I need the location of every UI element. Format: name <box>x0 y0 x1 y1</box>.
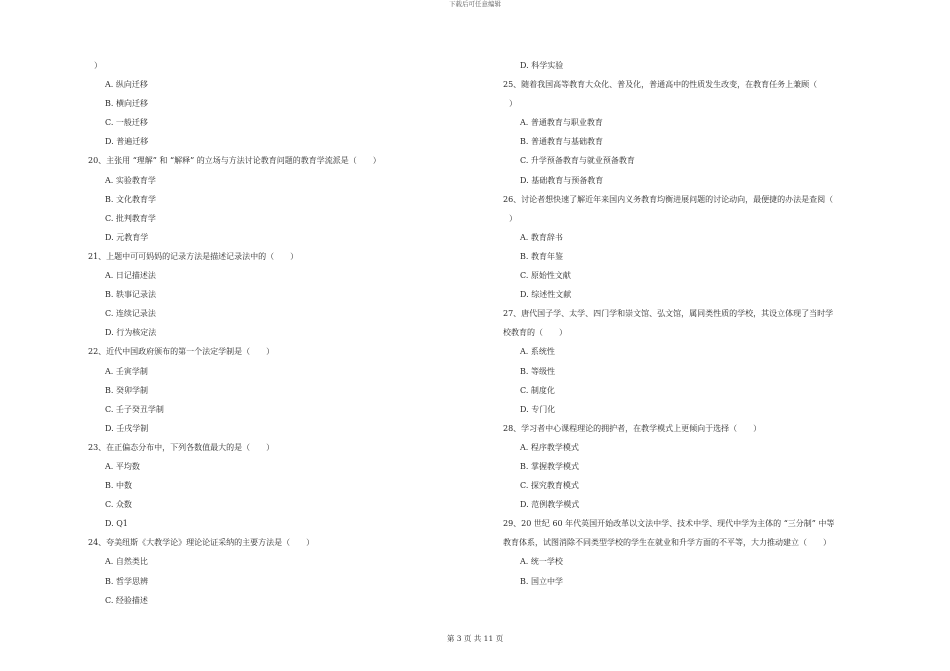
answer-option: A. 自然类比 <box>105 557 148 567</box>
question-text: 28、学习者中心课程理论的拥护者，在教学模式上更倾向于选择（ ） <box>503 423 762 433</box>
left-column <box>88 56 468 610</box>
question-text: 20、主张用 “理解” 和 “解释” 的立场与方法讨论教育问题的教育学流派是（ ） <box>88 156 381 166</box>
answer-option: D. 元教育学 <box>105 232 149 242</box>
answer-option: D. Q1 <box>105 519 128 529</box>
question-continuation: ） <box>509 213 517 223</box>
answer-option: B. 国立中学 <box>520 576 563 586</box>
answer-option: A. 日记描述法 <box>105 271 156 281</box>
question-text: 教育体系，试图消除不同类型学校的学生在就业和升学方面的不平等，大力推动建立（ ） <box>503 538 831 548</box>
answer-option: D. 行为核定法 <box>105 328 157 338</box>
answer-option: C. 连续记录法 <box>105 309 156 319</box>
question-text: 22、近代中国政府颁布的第一个法定学制是（ ） <box>88 347 275 357</box>
question-text: 26、讨论者想快速了解近年来国内义务教育均衡进展问题的讨论动向，最便捷的办法是查阅（ <box>503 194 834 204</box>
answer-option: B. 癸卯学制 <box>105 385 148 395</box>
answer-option: C. 批判教育学 <box>105 213 156 223</box>
answer-option: D. 范例教学模式 <box>520 500 580 510</box>
answer-option: C. 探究教育模式 <box>520 481 579 491</box>
answer-option: A. 统一学校 <box>520 557 563 567</box>
right-column <box>503 56 903 591</box>
answer-option: D. 科学实验 <box>520 61 564 70</box>
answer-option: C. 原始性文献 <box>520 271 571 281</box>
answer-option: C. 壬子癸丑学制 <box>105 404 164 414</box>
answer-option: A. 教育辞书 <box>520 232 563 242</box>
answer-option: A. 平均数 <box>105 461 140 471</box>
answer-option: B. 文化教育学 <box>105 194 156 204</box>
answer-option: A. 普通教育与职业教育 <box>520 118 603 128</box>
answer-option: A. 纵向迁移 <box>105 80 148 90</box>
question-text: 23、在正偏态分布中，下列各数值最大的是（ ） <box>88 442 275 452</box>
question-text: 24、夸美纽斯《大教学论》理论论证采纳的主要方法是（ ） <box>88 538 315 548</box>
question-text: 25、随着我国高等教育大众化、普及化，普通高中的性质发生改变，在教育任务上兼顾（ <box>503 80 818 90</box>
answer-option: B. 横向迁移 <box>105 99 148 109</box>
question-continuation: ） <box>509 99 517 109</box>
question-continuation: ） <box>94 61 102 70</box>
answer-option: C. 众数 <box>105 500 132 510</box>
answer-option: B. 等级性 <box>520 366 555 376</box>
answer-option: B. 掌握教学模式 <box>520 461 579 471</box>
answer-option: A. 程序教学模式 <box>520 442 579 452</box>
answer-option: B. 中数 <box>105 481 132 491</box>
answer-option: B. 轶事记录法 <box>105 290 156 300</box>
answer-option: D. 壬戌学制 <box>105 423 149 433</box>
answer-option: C. 升学预备教育与就业预备教育 <box>520 156 635 166</box>
answer-option: C. 经验描述 <box>105 595 148 605</box>
answer-option: B. 哲学思辨 <box>105 576 148 586</box>
answer-option: A. 系统性 <box>520 347 555 357</box>
question-text: 29、20 世纪 60 年代英国开始改革以文法中学、技术中学、现代中学为主体的 “三分制” 中等 <box>503 519 835 529</box>
answer-option: A. 实验教育学 <box>105 175 156 185</box>
answer-option: D. 普遍迁移 <box>105 137 149 147</box>
header-note: 下载后可任意编辑 <box>449 0 501 8</box>
answer-option: A. 壬寅学制 <box>105 366 148 376</box>
question-text: 校教育的（ ） <box>503 328 567 338</box>
question-text: 27、唐代国子学、太学、四门学和崇文馆、弘文馆，属同类性质的学校，其设立体现了当时学 <box>503 309 834 319</box>
answer-option: D. 专门化 <box>520 404 556 414</box>
answer-option: D. 基础教育与预备教育 <box>520 175 604 185</box>
answer-option: B. 教育年鉴 <box>520 251 563 261</box>
answer-option: C. 一般迁移 <box>105 118 148 128</box>
page-footer: 第 3 页 共 11 页 <box>446 634 504 643</box>
answer-option: D. 综述性文献 <box>520 290 572 300</box>
answer-option: B. 普通教育与基础教育 <box>520 137 603 147</box>
answer-option: C. 制度化 <box>520 385 555 395</box>
question-text: 21、上题中可可妈妈的记录方法是描述记录法中的（ ） <box>88 251 299 261</box>
